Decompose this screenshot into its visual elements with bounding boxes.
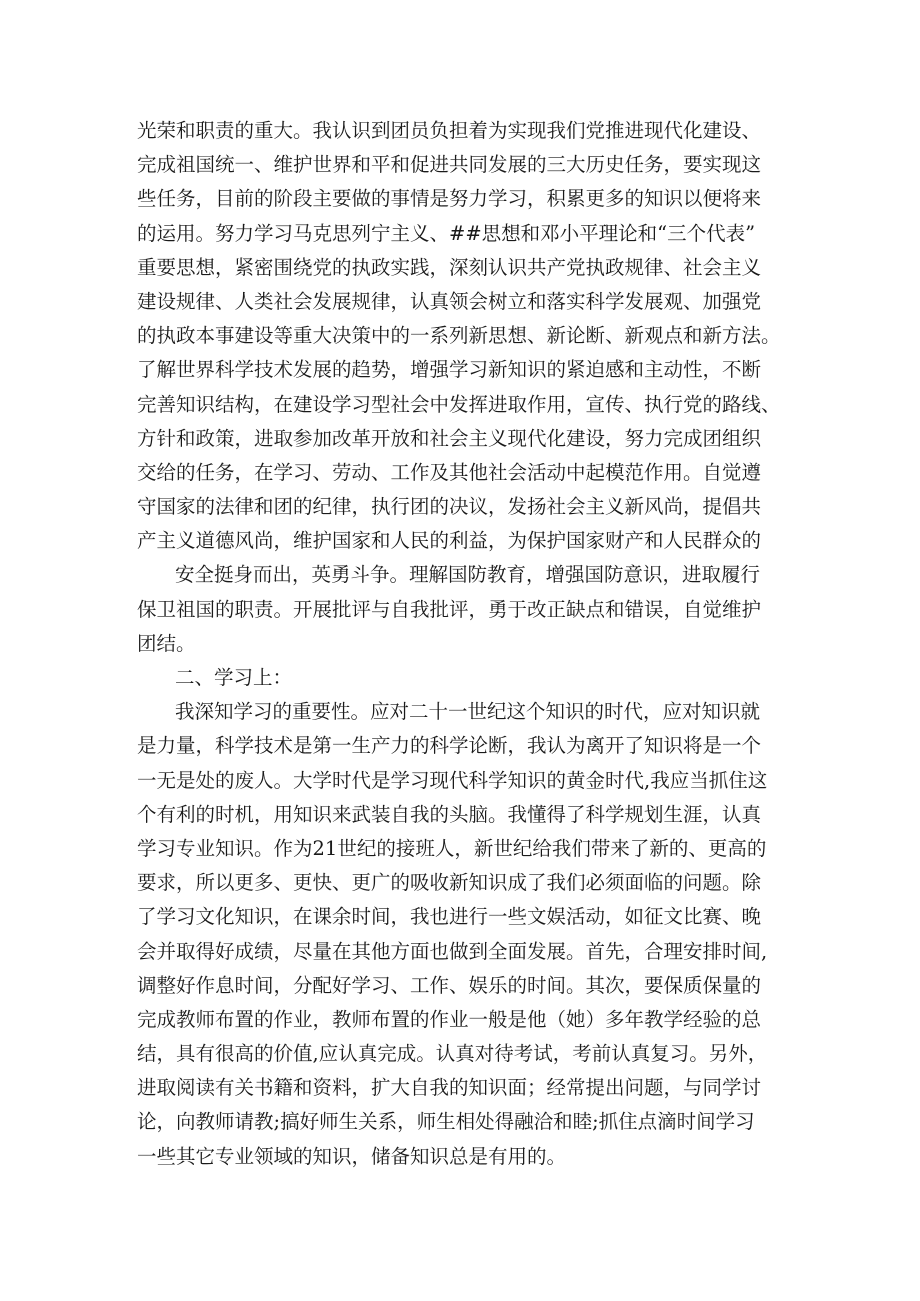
text-line: 安全挺身而出，英勇斗争。理解国防教育，增强国防意识，进取履行 [175,563,761,587]
text-line: 我深知学习的重要性。应对二十一世纪这个知识的时代，应对知识就 [175,700,761,724]
text-line: 要求，所以更多、更快、更广的吸收新知识成了我们必须面临的问题。除 [137,871,762,895]
text-line: 是力量，科学技术是第一生产力的科学论断，我认为离开了知识将是一个 [137,734,762,758]
text-line: 完成教师布置的作业，教师布置的作业一般是他（她）多年教学经验的总 [137,1007,762,1031]
text-line: 学习专业知识。作为21世纪的接班人，新世纪给我们带来了新的、更高的 [137,836,767,860]
text-line: 进取阅读有关书籍和资料，扩大自我的知识面；经常提出问题，与同学讨 [137,1076,762,1100]
text-line: 光荣和职责的重大。我认识到团员负担着为实现我们党推进现代化建设、 [137,119,762,142]
text-line: 一些其它专业领域的知识，储备知识总是有用的。 [137,1144,567,1168]
text-line: 些任务，目前的阶段主要做的事情是努力学习，积累更多的知识以便将来 [137,187,762,211]
text-line: 个有利的时机，用知识来武装自我的头脑。我懂得了科学规划生涯，认真 [137,802,762,826]
text-line: 产主义道德风尚，维护国家和人民的利益，为保护国家财产和人民群众的 [137,529,762,553]
text-line: 守国家的法律和团的纪律，执行团的决议，发扬社会主义新风尚，提倡共 [137,495,762,519]
text-line: 的运用。努力学习马克思列宁主义、##思想和邓小平理论和“三个代表” [137,221,756,245]
text-line: 二、学习上： [175,666,293,689]
body-text [137,114,797,1174]
text-line: 建设规律、人类社会发展规律，认真领会树立和落实科学发展观、加强党 [137,289,762,313]
text-line: 方针和政策，进取参加改革开放和社会主义现代化建设，努力完成团组织 [137,426,762,450]
text-line: 团结。 [137,631,196,655]
text-line: 了学习文化知识，在课余时间，我也进行一些文娱活动，如征文比赛、晚 [137,905,762,929]
text-line: 的执政本事建设等重大决策中的一系列新思想、新论断、新观点和新方法。 [137,324,781,348]
text-line: 保卫祖国的职责。开展批评与自我批评，勇于改正缺点和错误，自觉维护 [137,597,762,621]
text-line: 完善知识结构，在建设学习型社会中发挥进取作用，宣传、执行党的路线、 [137,392,781,416]
text-line: 结，具有很高的价值,应认真完成。认真对待考试，考前认真复习。另外， [137,1042,768,1066]
text-line: 论，向教师请教;搞好师生关系，师生相处得融洽和睦;抓住点滴时间学习 [137,1110,755,1134]
text-line: 了解世界科学技术发展的趋势，增强学习新知识的紧迫感和主动性，不断 [137,358,762,382]
text-line: 交给的任务，在学习、劳动、工作及其他社会活动中起模范作用。自觉遵 [137,460,762,484]
text-line: 完成祖国统一、维护世界和平和促进共同发展的三大历史任务，要实现这 [137,153,762,177]
text-line: 调整好作息时间，分配好学习、工作、娱乐的时间。其次，要保质保量的 [137,973,762,997]
text-line: 一无是处的废人。大学时代是学习现代科学知识的黄金时代,我应当抓住这 [137,768,768,792]
text-line: 会并取得好成绩，尽量在其他方面也做到全面发展。首先，合理安排时间, [137,939,768,963]
text-line: 重要思想，紧密围绕党的执政实践，深刻认识共产党执政规律、社会主义 [137,255,762,279]
